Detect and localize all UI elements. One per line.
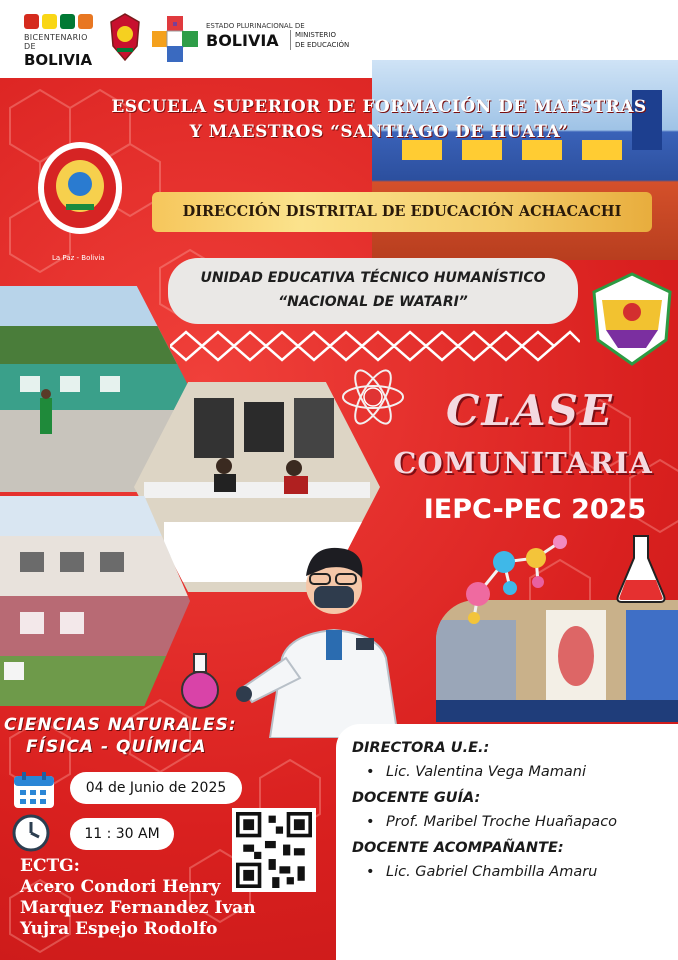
event-code: IEPC-PEC 2025 xyxy=(423,494,647,525)
ectg-label: ECTG: xyxy=(20,856,80,876)
school-unit-line2: “NACIONAL DE WATARI” xyxy=(278,294,468,310)
direction-banner: DIRECCIÓN DISTRITAL DE EDUCACIÓN ACHACACHI xyxy=(152,192,652,232)
round-flask-icon xyxy=(178,652,222,710)
ministry-label xyxy=(290,30,350,50)
bicentenario-logo xyxy=(24,14,102,69)
calendar-icon xyxy=(12,770,56,810)
bicentenario-text: BICENTENARIO DE xyxy=(24,33,88,51)
ectg-member: Acero Condori Henry xyxy=(20,877,221,897)
scientist-illustration xyxy=(230,538,440,738)
event-title: CLASE xyxy=(446,386,614,435)
seal-caption: La Paz - Bolivia xyxy=(52,254,105,262)
state-label: ESTADO PLURINACIONAL DE xyxy=(206,22,305,30)
school-seal-icon xyxy=(36,140,124,236)
staff-role: DIRECTORA U.E.: xyxy=(352,740,490,756)
subject-block xyxy=(4,714,244,758)
staff-name: • Lic. Gabriel Chambilla Amaru xyxy=(352,864,678,890)
subject-line1: CIENCIAS NATURALES: xyxy=(4,715,237,735)
staff-name: • Prof. Maribel Troche Huañapaco xyxy=(352,814,678,840)
wiphala-icon xyxy=(152,16,198,62)
atom-icon xyxy=(340,364,406,430)
school-title-line2: Y MAESTROS “SANTIAGO DE HUATA” xyxy=(189,122,569,142)
event-date: 04 de Junio de 2025 xyxy=(70,772,242,804)
state-name: BOLIVIA xyxy=(206,31,279,50)
school-title-line1: ESCUELA SUPERIOR DE FORMACIÓN DE MAESTRAS xyxy=(111,97,647,117)
bicentenario-icon xyxy=(24,14,102,29)
event-subtitle: COMUNITARIA xyxy=(393,446,653,480)
clock-icon xyxy=(12,814,50,852)
school-unit-badge-icon xyxy=(590,270,674,370)
ectg-member: Marquez Fernandez Ivan xyxy=(20,898,256,918)
subject-line2: FÍSICA - QUÍMICA xyxy=(26,737,207,757)
school-unit-box xyxy=(168,258,578,324)
ectg-member: Yujra Espejo Rodolfo xyxy=(20,919,218,939)
molecule-icon xyxy=(456,532,576,628)
staff-name: • Lic. Valentina Vega Mamani xyxy=(352,764,678,790)
ministry-line1: MINISTERIO xyxy=(295,31,336,39)
flask-icon xyxy=(614,532,668,604)
ectg-block xyxy=(20,856,280,940)
diamond-pattern xyxy=(170,330,580,362)
school-unit-line1: UNIDAD EDUCATIVA TÉCNICO HUMANÍSTICO xyxy=(200,270,546,286)
event-time: 11 : 30 AM xyxy=(70,818,174,850)
school-title xyxy=(84,95,674,145)
bolivia-text: BOLIVIA xyxy=(24,51,93,69)
state-logo xyxy=(152,16,350,64)
coat-of-arms-icon xyxy=(108,12,142,64)
staff-role: DOCENTE ACOMPAÑANTE: xyxy=(352,840,564,856)
staff-panel xyxy=(336,724,678,960)
ministry-line2: DE EDUCACIÓN xyxy=(295,41,350,49)
staff-role: DOCENTE GUÍA: xyxy=(352,790,481,806)
